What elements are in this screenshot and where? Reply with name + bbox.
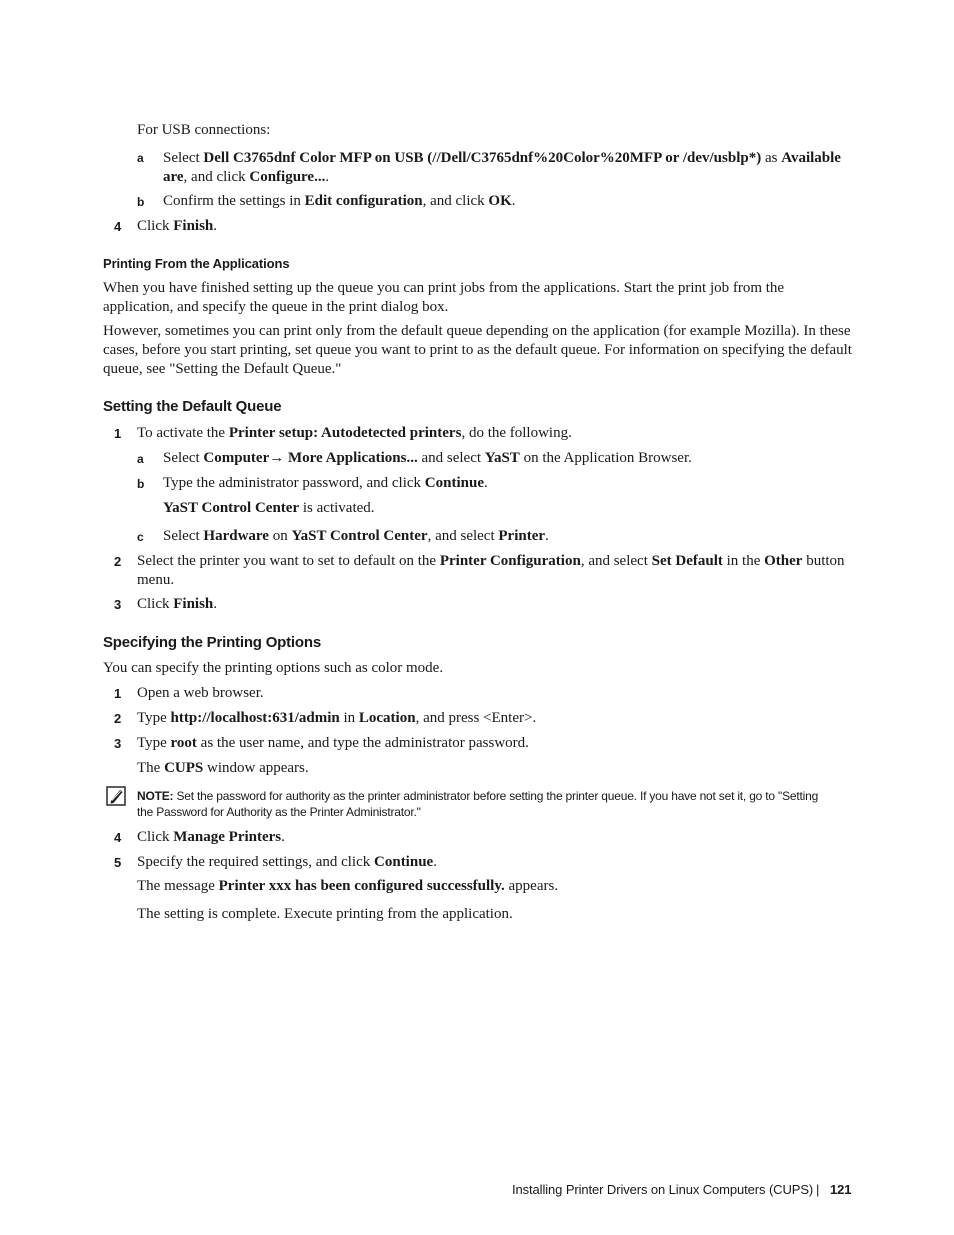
default-queue-step-1c: Select Hardware on YaST Control Center, and select Printer.: [163, 528, 549, 544]
step-letter: a: [137, 151, 144, 165]
usb-intro: For USB connections:: [137, 122, 271, 138]
default-queue-step-1: To activate the Printer setup: Autodetected printers, do the following.: [137, 425, 572, 441]
heading-setting-default-queue: Setting the Default Queue: [103, 398, 282, 415]
usb-step-b: Confirm the settings in Edit configuration, and click OK.: [163, 193, 516, 209]
footer-chapter-title: Installing Printer Drivers on Linux Computers (CUPS): [512, 1182, 814, 1197]
printing-options-step-4: Click Manage Printers.: [137, 829, 285, 845]
step-number: 2: [114, 711, 122, 726]
step-letter: c: [137, 530, 144, 544]
usb-step-a: Select Dell C3765dnf Color MFP on USB (//Dell/C3765dnf%20Color%20MFP or /dev/usblp*) as Available are, and click Configure....: [163, 150, 841, 185]
printing-options-step-1: Open a web browser.: [137, 685, 264, 701]
step-number: 1: [114, 426, 122, 441]
step-4-finish: Click Finish.: [137, 218, 218, 234]
note-pencil-icon: [106, 786, 126, 806]
default-queue-step-2: Select the printer you want to set to default on the Printer Configuration, and select Set Default in the Other button menu.: [137, 553, 845, 588]
default-queue-step-1a: Select Computer→ More Applications... and select YaST on the Application Browser.: [163, 450, 692, 466]
printing-options-step-5: Specify the required settings, and click Continue.: [137, 854, 437, 870]
printing-options-step-3-result: The CUPS window appears.: [137, 760, 309, 776]
default-queue-step-1b-result: YaST Control Center is activated.: [163, 500, 375, 516]
note-text: NOTE: Set the password for authority as the printer administrator before setting the printer queue. If you have not set it, go to "Setting the Password for Authority as the Printer Administrator.": [137, 789, 819, 819]
step-number: 3: [114, 597, 122, 612]
default-queue-step-3: Click Finish.: [137, 596, 218, 612]
printing-options-complete: The setting is complete. Execute printing from the application.: [137, 906, 513, 922]
step-number: 5: [114, 855, 122, 870]
default-queue-step-1b: Type the administrator password, and click Continue.: [163, 475, 488, 491]
arrow-icon: →: [269, 450, 285, 466]
step-number: 2: [114, 554, 122, 569]
heading-printing-from-applications: Printing From the Applications: [103, 256, 290, 271]
step-letter: a: [137, 452, 144, 466]
printing-apps-paragraph-2: However, sometimes you can print only from the default queue depending on the application (for example Mozilla). In these cases, before you start printing, set queue you want to print to as the default queue. For information on specifying the default queue, see "Setting the Default Queue.": [103, 323, 852, 377]
printing-options-intro: You can specify the printing options such as color mode.: [103, 660, 444, 676]
printing-options-step-3: Type root as the user name, and type the administrator password.: [137, 735, 529, 751]
heading-specifying-printing-options: Specifying the Printing Options: [103, 634, 321, 651]
page-number: 121: [830, 1182, 852, 1197]
footer-separator: |: [816, 1182, 820, 1197]
step-number: 1: [114, 686, 122, 701]
step-letter: b: [137, 195, 145, 209]
printing-options-step-2: Type http://localhost:631/admin in Location, and press <Enter>.: [137, 710, 537, 726]
step-number: 4: [114, 219, 122, 234]
printing-apps-paragraph-1: When you have finished setting up the queue you can print jobs from the applications. Start the print job from the application, and specify the queue in the print dialog box.: [103, 280, 785, 315]
step-letter: b: [137, 477, 145, 491]
step-number: 3: [114, 736, 122, 751]
step-number: 4: [114, 830, 122, 845]
printing-options-step-5-result: The message Printer xxx has been configured successfully. appears.: [137, 878, 559, 894]
